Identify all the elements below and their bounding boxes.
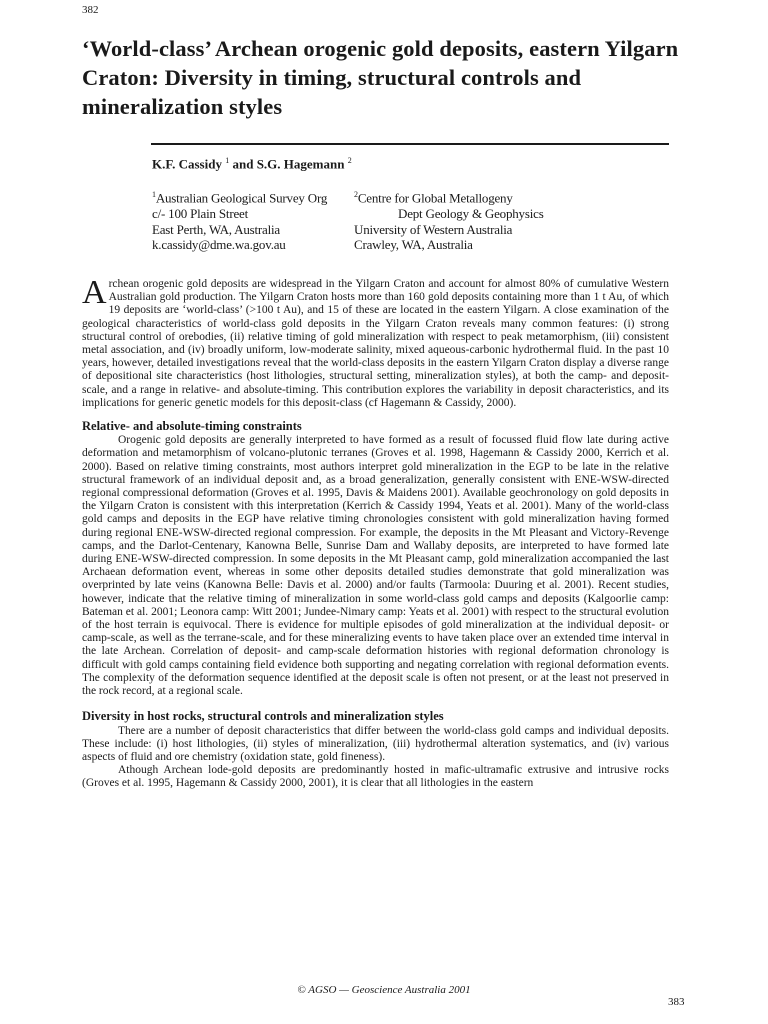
abstract-paragraph [82,274,669,410]
affiliation-line: Crawley, WA, Australia [354,237,473,253]
page-footer: © AGSO — Geoscience Australia 2001 [297,984,471,996]
affiliation-line: Australian Geological Survey Org [155,190,328,206]
affiliation-right [354,187,544,253]
section-heading: Diversity in host rocks, structural controls and mineralization styles [82,709,444,724]
page-number-top: 382 [82,4,99,16]
author-joiner: and [232,156,254,172]
section-paragraph: Orogenic gold deposits are generally interpreted to have formed as a result of focussed fluid flow late during active deformation and metamorphism of volcano-plutonic terranes (Groves et al. 1998, Hagemann & Cassidy 2000, Kerrich et al. 2000). Based on relative timing constraints, most authors interpret gold mineralization in the EGP to be late in the relative structural framework of an individual deposit and, as a broad generalization, generally consistent with ENE-WSW-directed regional compressional deformation (Groves et al. 1995, Davis & Maidens 2001). Available geochronology on gold deposits in the Yilgarn Craton is consistent with this interpretation (Kerrich & Cassidy 1994, Yeats et al. 2001). Many of the world-class gold camps and deposits in the EGP have relative timing chronologies consistent with gold mineralization having formed during regional ENE-WSW-directed regional compression. For example, the deposits in the Mt Pleasant and Victory-Revenge camps, and the Darlot-Centenary, Kanowna Belle, Sunrise Dam and Wallaby deposits, are interpreted to have formed late during ENE-WSW-directed compression. In some deposits in the Mt Pleasant camp, gold mineralization accompanied the last Archaean deformation event, whereas in some other deposits detailed studies demonstrate that gold mineralization was overprinted by late veins (Kanowna Belle: Davis et al. 2000) and/or faults (Tarmoola: Duuring et al. 2001). Recent studies, however, indicate that the relative timing of mineralization in some world-class gold camps and deposits (Kalgoorlie camp: Bateman et al. 2001; Leonora camp: Witt 2001; Jundee-Nimary camp: Yeats et al. 2001) with respect to the structural evolution of the host terrain is equivocal. There is evidence for multiple episodes of gold mineralization at the individual deposit- or camp-scale, as well as the terrane-scale, and for these mineralizing events to have taken place over an extended time interval in the late Archean. Correlation of deposit- and camp-scale deformation histories with regional deformation chronology is difficult with gold camps containing field evidence both supporting and negating correlation with regional deformation events. The complexity of the deformation sequence identified at the deposit scale is often not present, or at the least not preserved in the rock record, at a regional scale. [82,434,669,698]
affiliation-email: k.cassidy@dme.wa.gov.au [152,237,286,253]
affiliation-line: Dept Geology & Geophysics [398,205,544,221]
article-body [82,274,669,791]
author-name: K.F. Cassidy [152,156,222,172]
abstract-text: rchean orogenic gold deposits are widespread in the Yilgarn Craton and account for almost 80% of cumulative Western Australian gold production. The Yilgarn Craton hosts more than 160 gold deposits containing more than 1 t Au, of which 19 deposits are ‘world-class’ (>100 t Au), and 15 of these are located in the eastern Yilgarn. A close examination of the geological characteristics of world-class gold deposits in the Yilgarn Craton reveals many common features: (i) strong structural control of orebodies, (ii) relative timing of gold mineralization with respect to peak metamorphism, (iii) consistent metal association, and (iv) broadly uniform, low-moderate salinity, mixed aqueous-carbonic hydrothermal fluid. In the past 10 years, however, detailed investigations reveal that the world-class deposits in the eastern Yilgarn Craton display a diverse range of depositional site characteristics (host lithologies, structural setting, mineralization styles), at both the camp- and deposit-scale, and a range in relative- and absolute-timing. This contribution explores the variability in deposit characteristics, and its implications for generic genetic models for this deposit-class (cf Hagemann & Cassidy, 2000). [82,278,669,409]
paper-title: ‘World-class’ Archean orogenic gold deposits, eastern Yilgarn Craton: Diversity in timing, structural controls and mineralization styles [82,36,679,119]
drop-cap: A [82,274,107,311]
affiliation-mark: 2 [354,190,358,199]
page-number-bottom: 383 [668,996,685,1008]
section-paragraph: Athough Archean lode-gold deposits are predominantly hosted in mafic-ultramafic extrusive and intrusive rocks (Groves et al. 1995, Hagemann & Cassidy 2000, 2001), it is clear that all lithologies in the eastern [82,764,669,790]
affiliation-line: University of Western Australia [354,221,513,237]
affiliation-line: East Perth, WA, Australia [152,221,280,237]
section-paragraph: There are a number of deposit characteristics that differ between the world-class gold camps and individual deposits. These include: (i) host lithologies, (ii) styles of mineralization, (iii) hydrothermal alteration systematics, and (iv) various aspects of fluid and ore chemistry (oxidation state, gold fineness). [82,724,669,763]
affiliation-mark: 1 [152,190,156,199]
affiliation-left [152,187,327,253]
title-rule [151,143,669,145]
author-mark: 2 [347,156,352,165]
section-heading: Relative- and absolute-timing constraints [82,419,302,434]
affiliation-line: c/- 100 Plain Street [152,205,249,221]
author-mark: 1 [225,156,230,165]
author-name: S.G. Hagemann [256,156,345,172]
affiliation-line: Centre for Global Metallogeny [357,190,513,206]
author-line [152,156,352,172]
